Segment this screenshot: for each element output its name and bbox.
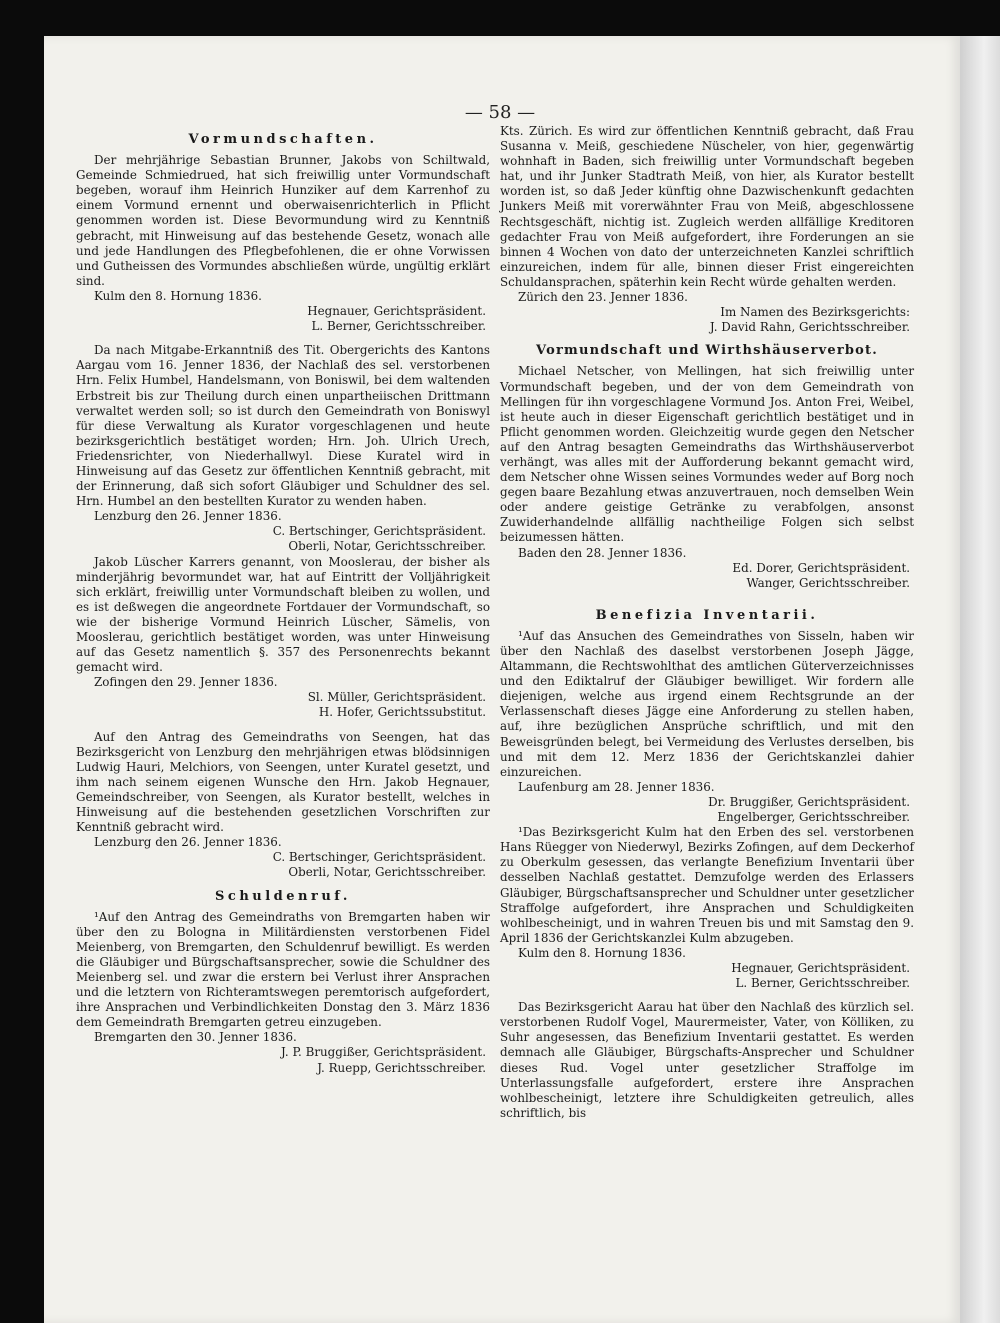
notice-paragraph: Der mehrjährige Sebastian Brunner, Jakobs von Schiltwald, Gemeinde Schmiedrued, hat sich freiwillig unter Vormundschaft begeben, worauf ihm Heinrich Hunziker auf dem Karrenhof zu einem Vormund ernennt und oberwaisenrichterlich in Pflicht genommen worden ist. Diese Bevormundung wird zu Kenntniß gebracht, mit Hinweisung auf das bestehende Gesetz, wonach alle und jede Handlungen des Pflegbefohlenen, die er ohne Vorwissen und Gutheissen des Vormundes abschließen würde, ungültig erklärt sind.: [76, 153, 490, 288]
left-column: [76, 124, 490, 1076]
notice-paragraph: ¹Auf das Ansuchen des Gemeindrathes von Sisseln, haben wir über den Nachlaß des daselbst verstorbenen Joseph Jägge, Altammann, die Rechtswohlthat des amtlichen Güterverzeichnisses und den Ediktalruf der Gläubiger bewilliget. Wir fordern alle diejenigen, welche aus irgend einem Rechtsgrunde an der Verlassenschaft dieses Jägge eine Anforderung zu stellen haben, auf, ihre bezüglichen Ansprüche schriftlich, und mit den Beweisgründen belegt, bei Vermeidung des Verlustes derselben, bis und mit dem 12. Merz 1836 der Gerichtskanzlei dahier einzureichen.: [500, 628, 914, 779]
notice-signature: Oberli, Notar, Gerichtsschreiber.: [288, 865, 486, 880]
notice-signature: Engelberger, Gerichtsschreiber.: [717, 810, 910, 825]
notice-place-date: Kulm den 8. Hornung 1836.: [94, 288, 262, 303]
notice-signature: J. P. Bruggißer, Gerichtspräsident.: [281, 1045, 486, 1060]
notice-paragraph: Da nach Mitgabe-Erkanntniß des Tit. Obergerichts des Kantons Aargau vom 16. Jenner 1836, der Nachlaß des sel. verstorbenen Hrn. Felix Humbel, Handelsmann, von Boniswil, bei dem waltenden Erbstreit bis zur Theilung durch einen unpartheiischen Drittmann verwaltet werden soll; so ist durch den Gemeindrath von Boniswyl für diese Verwaltung als Kurator vorgeschlagenen und heute bezirksgerichtlich bestätiget worden; Hrn. Joh. Ulrich Urech, Friedensrichter, von Niederhallwyl. Diese Kuratel wird in Hinweisung auf das Gesetz zur öffentlichen Kenntniß gebracht, mit der Erinnerung, daß sich sofort Gläubiger und Schuldner des sel. Hrn. Humbel an den bestellten Kurator zu wenden haben.: [76, 343, 490, 509]
notice-place-date: Lenzburg den 26. Jenner 1836.: [94, 509, 282, 524]
notice-signature: C. Bertschinger, Gerichtspräsident.: [272, 524, 486, 539]
notice-signature: Hegnauer, Gerichtspräsident.: [307, 304, 486, 319]
notice-signature: H. Hofer, Gerichtssubstitut.: [318, 705, 486, 720]
notice-place-date: Zürich den 23. Jenner 1836.: [518, 290, 688, 305]
notice-signature: J. Ruepp, Gerichtsschreiber.: [317, 1060, 486, 1075]
page-edge: [960, 36, 1000, 1323]
notice-paragraph: ¹Das Bezirksgericht Kulm hat den Erben des sel. verstorbenen Hans Rüegger von Niederwyl, Bezirks Zofingen, auf dem Deckerhof zu Oberkulm gesessen, das verlangte Benefizium Inventarii über desselben Nachlaß gestattet. Demzufolge werden des Erlassers Gläubiger, Bürgschaftsansprecher und Schuldner unter gesetzlicher Straffolge aufgefordert, ihre Ansprachen und Schuldigkeiten wohlbescheinigt, und in wahren Treuen bis und mit Samstag den 9. April 1836 der Gerichtskanzlei Kulm abzugeben.: [500, 825, 914, 945]
notice-place-date: Zofingen den 29. Jenner 1836.: [94, 675, 278, 690]
notice-paragraph: Kts. Zürich. Es wird zur öffentlichen Kenntniß gebracht, daß Frau Susanna v. Meiß, geschiedene Nüscheler, von hier, gegenwärtig wohnhaft in Baden, sich freiwillig unter Vormundschaft begeben hat, und ihr Junker Stadtrath Meiß, von hier, als Kurator bestellt worden ist, so daß Jeder künftig ohne Dazwischenkunft gedachten Junkers Meiß mit vorerwähnter Frau von Meiß, abgeschlossene Rechtsgeschäft, nichtig ist. Zugleich werden allfällige Kreditoren gedachter Frau von Meiß aufgefordert, ihre Forderungen an sie binnen 4 Wochen von dato der unterzeichneten Kanzlei schriftlich einzureichen, indem für alle, binnen dieser Frist eingereichten Schuldansprachen, späterhin kein Recht würde gehalten werden.: [500, 124, 914, 289]
notice-signature: Hegnauer, Gerichtspräsident.: [731, 960, 910, 975]
notice-signature: L. Berner, Gerichtsschreiber.: [735, 976, 910, 991]
notice-place-date: Laufenburg am 28. Jenner 1836.: [518, 779, 715, 794]
notice-paragraph: Jakob Lüscher Karrers genannt, von Mooslerau, der bisher als minderjährig bevormundet war, hat auf Eintritt der Volljährigkeit sich erklärt, freiwillig unter Vormundschaft bleiben zu wollen, und es ist deßwegen die angeordnete Fortdauer der Vormundschaft, so wie der bisherige Vormund Heinrich Lüscher, Sämelis, von Mooslerau, gerichtlich bestätiget worden, was unter Hinweisung auf das Gesetz namentlich §. 357 des Personenrechts bekannt gemacht wird.: [76, 554, 490, 675]
notice-signature: Wanger, Gerichtsschreiber.: [746, 575, 910, 590]
notice-signature: Im Namen des Bezirksgerichts:: [720, 305, 910, 320]
notice-place-date: Lenzburg den 26. Jenner 1836.: [94, 835, 282, 850]
notice-place-date: Kulm den 8. Hornung 1836.: [518, 945, 686, 960]
notice-signature: J. David Rahn, Gerichtsschreiber.: [709, 320, 910, 335]
notice-signature: Sl. Müller, Gerichtspräsident.: [307, 690, 486, 705]
notice-signature: Dr. Bruggißer, Gerichtspräsident.: [708, 794, 910, 809]
section-heading-vormundschaften: Vormundschaften.: [188, 132, 378, 147]
section-heading-wirthshaeuserverbot: Vormundschaft und Wirthshäuserverbot.: [536, 343, 878, 359]
notice-paragraph: ¹Auf den Antrag des Gemeindraths von Bremgarten haben wir über den zu Bologna in Militärdiensten verstorbenen Fidel Meienberg, von Bremgarten, den Schuldenruf bewilligt. Es werden die Gläubiger und Bürgschaftsansprecher, sowie die Schuldner des Meienberg sel. und zwar die erstern bei Verlust ihrer Ansprachen und die letztern von Richteramtswegen peremtorisch aufgefordert, ihre Ansprachen und Verbindlichkeiten Donstag den 3. März 1836 dem Gemeindrath Bremgarten getreu einzugeben.: [76, 909, 490, 1030]
page-number: — 58 —: [464, 102, 536, 123]
section-heading-benefizia-inventarii: Benefizia Inventarii.: [595, 607, 819, 623]
notice-place-date: Bremgarten den 30. Jenner 1836.: [94, 1030, 297, 1045]
section-heading-schuldenruf: Schuldenruf.: [215, 888, 351, 904]
notice-paragraph: Michael Netscher, von Mellingen, hat sich freiwillig unter Vormundschaft begeben, und der von dem Gemeindrath von Mellingen für ihn vorgeschlagene Vormund Jos. Anton Frei, Weibel, ist heute auch in dieser Eigenschaft gerichtlich bestätiget und in Pflicht genommen worden. Gleichzeitig wurde gegen den Netscher auf den Antrag besagten Gemeindraths das Wirthshäuserverbot verhängt, was alles mit der Aufforderung bekannt gemacht wird, dem Netscher ohne Wissen seines Vormundes weder auf Borg noch gegen baare Bezahlung etwas anzuvertrauen, noch demselben Wein oder andere geistige Getränke zu verabfolgen, ansonst Zuwiderhandelnde allfällig nachtheilige Folgen sich selbst beizumessen hätten.: [500, 364, 914, 545]
notice-place-date: Baden den 28. Jenner 1836.: [518, 545, 687, 560]
notice-signature: Oberli, Notar, Gerichtsschreiber.: [288, 539, 486, 554]
notice-paragraph: Auf den Antrag des Gemeindraths von Seengen, hat das Bezirksgericht von Lenzburg den mehrjährigen etwas blödsinnigen Ludwig Hauri, Melchiors, von Seengen, unter Kuratel gesetzt, und ihm nach seinem eigenen Wunsche den Hrn. Jakob Hegnauer, Gemeindschreiber, von Seengen, als Kurator bestellt, welches in Hinweisung auf die bestehenden gesetzlichen Vorschriften zur Kenntniß gebracht wird.: [76, 729, 490, 835]
notice-signature: L. Berner, Gerichtsschreiber.: [311, 319, 486, 334]
right-column: [500, 124, 914, 1121]
notice-signature: Ed. Dorer, Gerichtspräsident.: [732, 560, 910, 575]
notice-paragraph: Das Bezirksgericht Aarau hat über den Nachlaß des kürzlich sel. verstorbenen Rudolf Vogel, Maurermeister, Vater, von Kölliken, zu Suhr angesessen, das Benefizium Inventarii gestattet. Es werden demnach alle Gläubiger, Bürgschafts-Ansprecher und Schuldner dieses Rud. Vogel unter gesetzlicher Straffolge im Unterlassungsfalle aufgefordert, erstere ihre Ansprachen wohlbescheinigt, letztere ihre Schuldigkeiten getreulich, alles schriftlich, bis: [500, 1000, 914, 1120]
notice-signature: C. Bertschinger, Gerichtspräsident.: [272, 850, 486, 865]
